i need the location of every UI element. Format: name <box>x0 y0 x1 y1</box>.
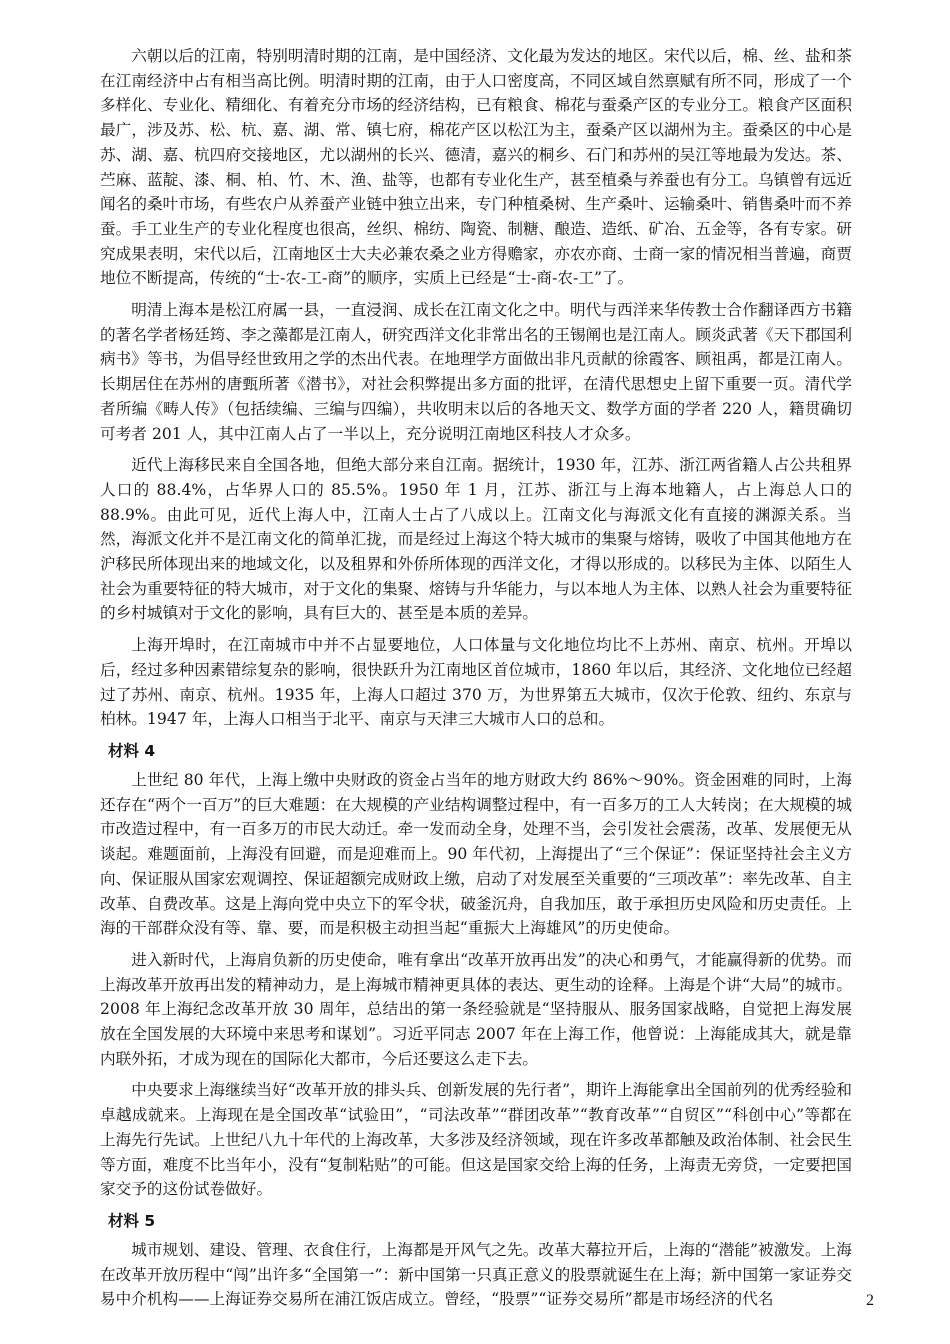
paragraph-new-era: 进入新时代，上海肩负新的历史使命，唯有拿出“改革开放再出发”的决心和勇气，才能赢得新的优势。而上海改革开放再出发的精神动力，是上海城市精神更具体的表达、更生动的诠释。上海是个讲“大局”的城市。2008 年上海纪念改革开放 30 周年，总结出的第一条经验就是“坚持服从、服务国家战略，自觉把上海发展放在全国发展的大环境中来思考和谋划”。习近平同志 2007 年在上海工作，他曾说：上海能成其大，就是靠内联外拓，才成为现在的国际化大都市，今后还要这么走下去。 <box>100 950 852 1068</box>
document-body <box>100 44 852 1319</box>
paragraph-shanghai-opening: 上海开埠时，在江南城市中并不占显要地位，人口体量与文化地位均比不上苏州、南京、杭州。开埠以后，经过多种因素错综复杂的影响，很快跃升为江南地区首位城市，1860 年以后，其经济、文化地位已经超过了苏州、南京、杭州。1935 年，上海人口超过 370 万，为世界第五大城市，仅次于伦敦、纽约、东京与柏林。1947 年，上海人口相当于北平、南京与天津三大城市人口的总和。 <box>100 636 852 729</box>
paragraph-central-requirement: 中央要求上海继续当好“改革开放的排头兵、创新发展的先行者”，期许上海能拿出全国前列的优秀经验和卓越成就来。上海现在是全国改革“试验田”，“司法改革”“群团改革”“教育改革”“自贸区”“科创中心”等都在上海先行先试。上世纪八九十年代的上海改革，大多涉及经济领域，现在许多改革都触及政治体制、社会民生等方面，难度不比当年小，没有“复制粘贴”的可能。但这是国家交给上海的任务，上海责无旁贷，一定要把国家交予的这份试卷做好。 <box>100 1081 852 1199</box>
paragraph-1980s-finance: 上世纪 80 年代，上海上缴中央财政的资金占当年的地方财政大约 86%～90%。资金困难的同时，上海还存在“两个一百万”的巨大难题：在大规模的产业结构调整过程中，有一百多万的工人大转岗；在大规模的城市改造过程中，有一百多万的市民大动迁。牵一发而动全身，处理不当，会引发社会震荡，改革、发展便无从谈起。难题面前，上海没有回避，而是迎难而上。90 年代初，上海提出了“三个保证”：保证坚持社会主义方向、保证服从国家宏观调控、保证超额完成财政上缴，启动了对发展至关重要的“三项改革”：率先改革、自主改革、自费改革。这是上海向党中央立下的军令状，破釜沉舟，自我加压，敢于承担历史风险和历史责任。上海的干部群众没有等、靠、要，而是积极主动担当起“重振大上海雄风”的历史使命。 <box>100 770 852 938</box>
section-heading-material-4: 材料 4 <box>108 741 156 760</box>
paragraph-modern-migrants: 近代上海移民来自全国各地，但绝大部分来自江南。据统计，1930 年，江苏、浙江两省籍人占公共租界人口的 88.4%，占华界人口的 85.5%。1950 年 1 月，江苏、浙江与上海本地籍人，占上海总人口的 88.9%。由此可见，近代上海人中，江南人士占了八成以上。江南文化与海派文化有直接的渊源关系。当然，海派文化并不是江南文化的简单汇拢，而是经过上海这个特大城市的集聚与熔铸，吸收了中国其他地方在沪移民所体现出来的地域文化，以及租界和外侨所体现的西洋文化，才得以形成的。以移民为主体、以陌生人社会为重要特征的特大城市，对于文化的集聚、熔铸与升华能力，与以本地人为主体、以熟人社会为重要特征的乡村城镇对于文化的影响，具有巨大的、甚至是本质的差异。 <box>100 456 852 623</box>
section-heading-material-5: 材料 5 <box>108 1211 156 1230</box>
page-number: 2 <box>866 1292 874 1309</box>
paragraph-jiangnan-economy: 六朝以后的江南，特别明清时期的江南，是中国经济、文化最为发达的地区。宋代以后，棉、丝、盐和茶在江南经济中占有相当高比例。明清时期的江南，由于人口密度高，不同区域自然禀赋有所不同，形成了一个多样化、专业化、精细化、有着充分市场的经济结构，已有粮食、棉花与蚕桑产区的专业分工。粮食产区面积最广，涉及苏、松、杭、嘉、湖、常、镇七府，棉花产区以松江为主，蚕桑产区以湖州为主。蚕桑区的中心是苏、湖、嘉、杭四府交接地区，尤以湖州的长兴、德清，嘉兴的桐乡、石门和苏州的吴江等地最为发达。茶、苎麻、蓝靛、漆、桐、柏、竹、木、渔、盐等，也都有专业化生产，甚至植桑与养蚕也有分工。乌镇曾有远近闻名的桑叶市场，有些农户从养蚕产业链中独立出来，专门种植桑树、生产桑叶、运输桑叶、销售桑叶而不养蚕。手工业生产的专业化程度也很高，丝织、棉纺、陶瓷、制糖、酿造、造纸、矿冶、五金等，各有专家。研究成果表明，宋代以后，江南地区士大夫必兼农桑之业方得赡家，亦农亦商、士商一家的情况相当普遍，商贾地位不断提高，传统的“士-农-工-商”的顺序，实质上已经是“士-商-农-工”了。 <box>100 47 852 288</box>
paragraph-shanghai-scholars: 明清上海本是松江府属一县，一直浸润、成长在江南文化之中。明代与西洋来华传教士合作翻译西方书籍的著名学者杨廷筠、李之藻都是江南人，研究西洋文化非常出名的王锡阐也是江南人。顾炎武著《天下郡国利病书》等书，为倡导经世致用之学的杰出代表。在地理学方面做出非凡贡献的徐霞客、顾祖禹，都是江南人。长期居住在苏州的唐甄所著《潜书》，对社会积弊提出多方面的批评，在清代思想史上留下重要一页。清代学者所编《畴人传》（包括续编、三编与四编），共收明末以后的各地天文、数学方面的学者 220 人，籍贯确切可考者 201 人，其中江南人占了一半以上，充分说明江南地区科技人才众多。 <box>100 301 852 443</box>
paragraph-city-planning: 城市规划、建设、管理、衣食住行，上海都是开风气之先。改革大幕拉开后，上海的“潜能”被激发。上海在改革开放历程中“闯”出许多“全国第一”：新中国第一只真正意义的股票就诞生在上海；新中国第一家证券交易中介机构——上海证券交易所在浦江饭店成立。曾经，“股票”“证券交易所”都是市场经济的代名 <box>100 1240 852 1309</box>
